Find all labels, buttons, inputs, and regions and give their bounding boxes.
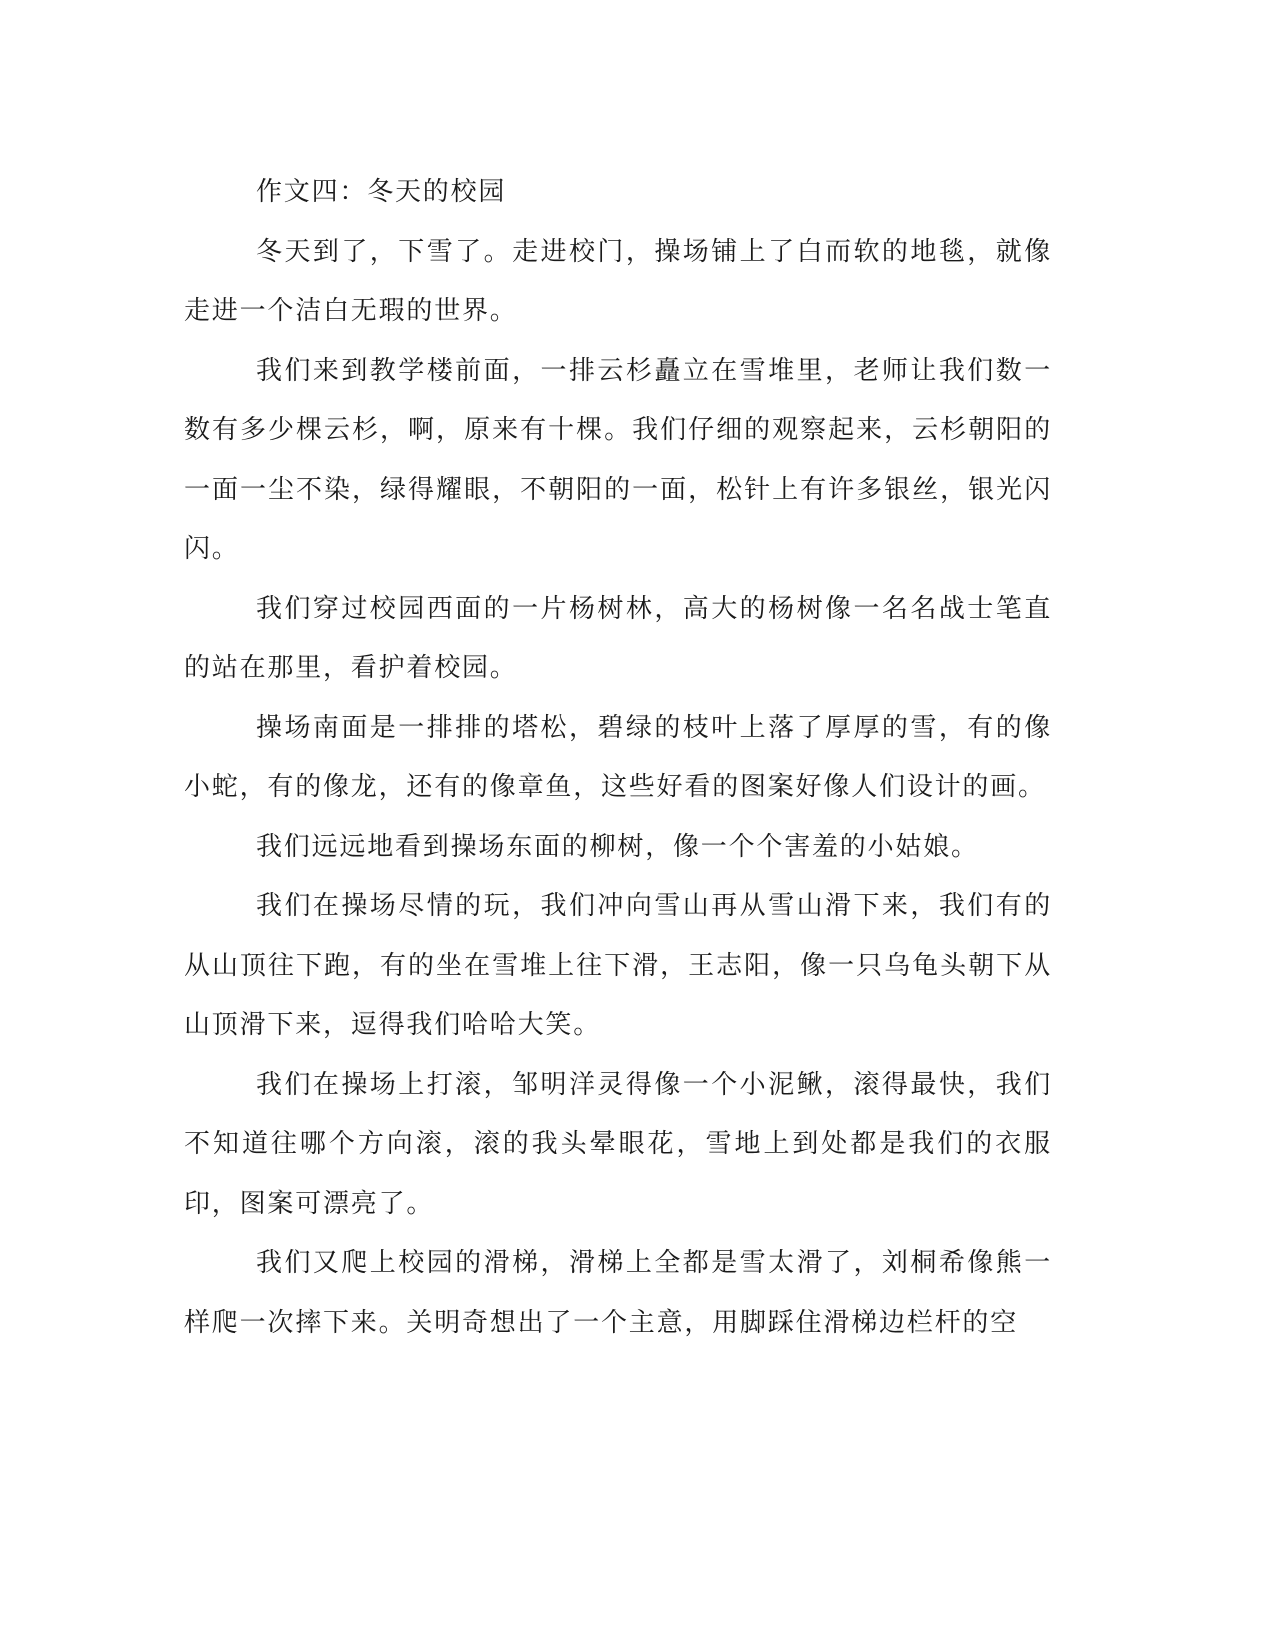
essay-body — [184, 163, 1052, 1353]
paragraph-4: 操场南面是一排排的塔松，碧绿的枝叶上落了厚厚的雪，有的像小蛇，有的像龙，还有的像章鱼，这些好看的图案好像人们设计的画。 — [184, 712, 1052, 802]
paragraph-7: 我们在操场上打滚，邹明洋灵得像一个小泥鳅，滚得最快，我们不知道往哪个方向滚，滚的我头晕眼花，雪地上到处都是我们的衣服印，图案可漂亮了。 — [184, 1069, 1052, 1219]
paragraph-2: 我们来到教学楼前面，一排云杉矗立在雪堆里，老师让我们数一数有多少棵云杉，啊，原来有十棵。我们仔细的观察起来，云杉朝阳的一面一尘不染，绿得耀眼，不朝阳的一面，松针上有许多银丝，银光闪闪。 — [184, 355, 1052, 564]
paragraph-1: 冬天到了，下雪了。走进校门，操场铺上了白而软的地毯，就像走进一个洁白无瑕的世界。 — [184, 236, 1052, 326]
paragraph-5: 我们远远地看到操场东面的柳树，像一个个害羞的小姑娘。 — [256, 831, 979, 862]
paragraph-8: 我们又爬上校园的滑梯，滑梯上全都是雪太滑了，刘桐希像熊一样爬一次摔下来。关明奇想出了一个主意，用脚踩住滑梯边栏杆的空 — [184, 1248, 1052, 1338]
paragraph-6: 我们在操场尽情的玩，我们冲向雪山再从雪山滑下来，我们有的从山顶往下跑，有的坐在雪堆上往下滑，王志阳，像一只乌龟头朝下从山顶滑下来，逗得我们哈哈大笑。 — [184, 891, 1052, 1040]
paragraph-3: 我们穿过校园西面的一片杨树林，高大的杨树像一名名战士笔直的站在那里，看护着校园。 — [184, 593, 1052, 683]
essay-title: 作文四：冬天的校园 — [256, 177, 507, 207]
